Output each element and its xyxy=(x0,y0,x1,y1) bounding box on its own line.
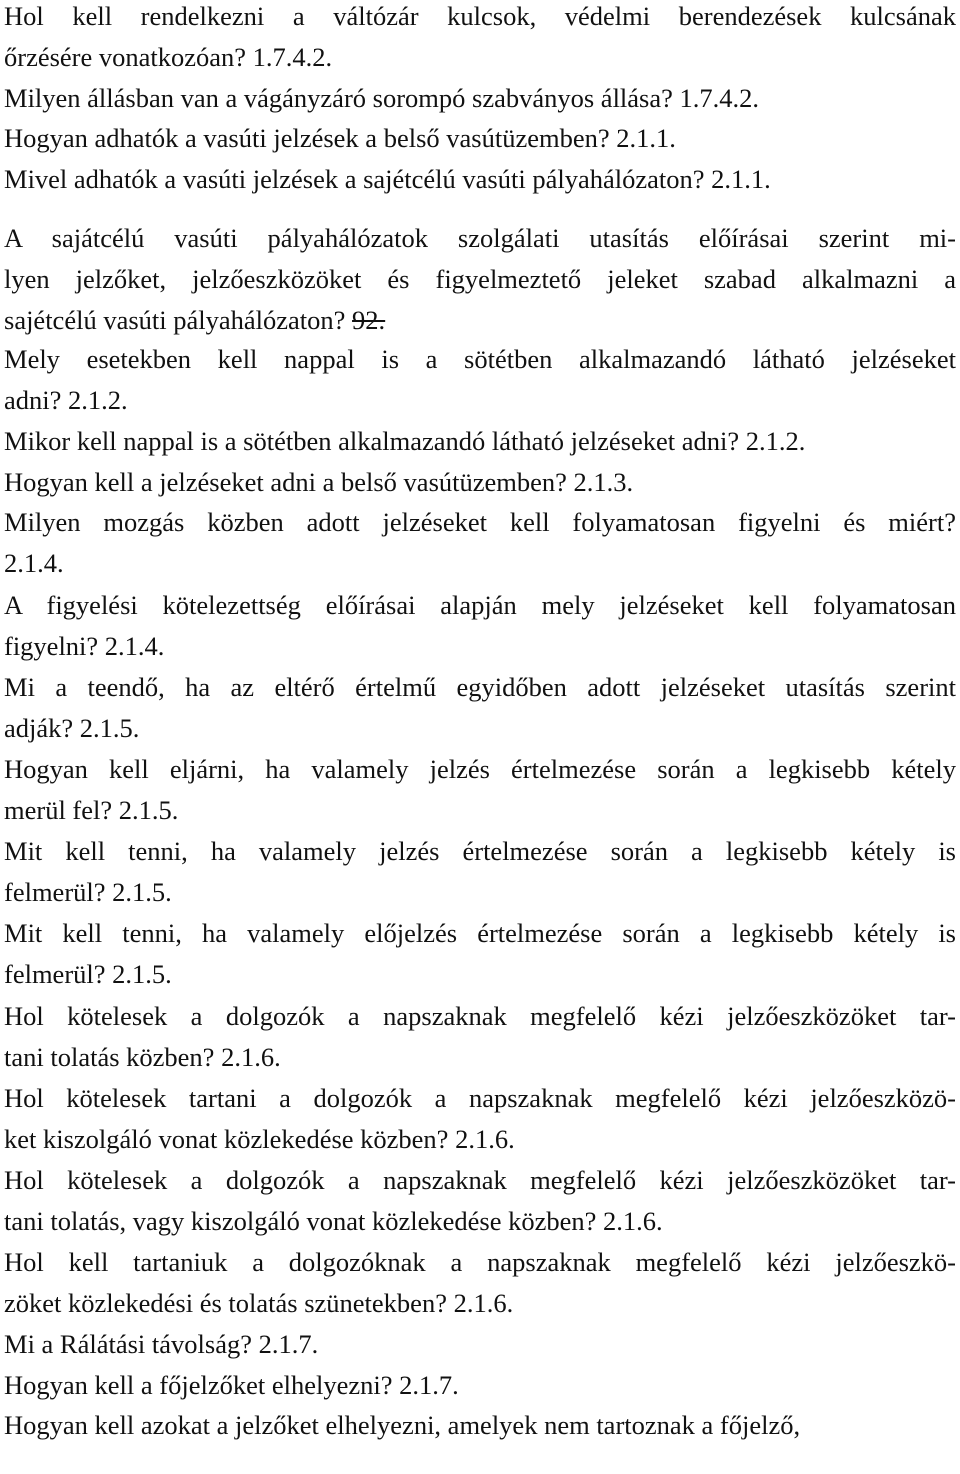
question-line: A sajátcélú vasúti pályahálózatok szolgálati utasítás előírásai szerint mi- xyxy=(4,223,956,253)
question-line: Hol kötelesek a dolgozók a napszaknak megfelelő kézi jelzőeszközöket tar- xyxy=(4,1001,956,1031)
question-item xyxy=(4,78,956,119)
question-line: sajétcélú vasúti pályahálózaton? 92. xyxy=(4,305,386,335)
question-item xyxy=(4,1078,956,1160)
question-line: Milyen állásban van a vágányzáró sorompó szabványos állása? 1.7.4.2. xyxy=(4,83,760,113)
question-line: Hogyan kell azokat a jelzőket elhelyezni, amelyek nem tartoznak a főjelző, xyxy=(4,1410,801,1440)
question-line: A figyelési kötelezettség előírásai alapján mely jelzéseket kell folyamatosan xyxy=(4,590,956,620)
question-line: felmerül? 2.1.5. xyxy=(4,877,172,907)
question-line: Hogyan adhatók a vasúti jelzések a belső vasútüzemben? 2.1.1. xyxy=(4,123,676,153)
question-item xyxy=(4,118,956,159)
question-line: Hol kell rendelkezni a váltózár kulcsok, védelmi berendezések kulcsának xyxy=(4,1,956,31)
question-line: Mely esetekben kell nappal is a sötétben alkalmazandó látható jelzéseket xyxy=(4,344,956,374)
question-item xyxy=(4,996,956,1078)
question-item xyxy=(4,218,956,341)
struck-reference: 92. xyxy=(352,305,386,335)
question-line: figyelni? 2.1.4. xyxy=(4,631,165,661)
question-item xyxy=(4,1242,956,1324)
question-line: őrzésére vonatkozóan? 1.7.4.2. xyxy=(4,42,333,72)
question-line: tani tolatás közben? 2.1.6. xyxy=(4,1042,281,1072)
question-item xyxy=(4,0,956,78)
question-line: adni? 2.1.2. xyxy=(4,385,128,415)
question-item xyxy=(4,585,956,667)
question-line: Mi a Rálátási távolság? 2.1.7. xyxy=(4,1329,319,1359)
question-item xyxy=(4,749,956,831)
question-line: 2.1.4. xyxy=(4,548,64,578)
question-line: Hogyan kell eljárni, ha valamely jelzés értelmezése során a legkisebb kétely xyxy=(4,754,956,784)
question-line: zöket közlekedési és tolatás szünetekben? 2.1.6. xyxy=(4,1288,514,1318)
question-line: Milyen mozgás közben adott jelzéseket kell folyamatosan figyelni és miért? xyxy=(4,507,956,537)
question-item xyxy=(4,831,956,913)
question-line: Mikor kell nappal is a sötétben alkalmazandó látható jelzéseket adni? 2.1.2. xyxy=(4,426,806,456)
question-line: merül fel? 2.1.5. xyxy=(4,795,179,825)
question-line: Mivel adhatók a vasúti jelzések a sajétcélú vasúti pályahálózaton? 2.1.1. xyxy=(4,164,771,194)
question-line: Hol kell tartaniuk a dolgozóknak a napszaknak megfelelő kézi jelzőeszkö- xyxy=(4,1247,956,1277)
question-item xyxy=(4,1405,956,1446)
question-item xyxy=(4,159,956,200)
question-item xyxy=(4,1365,956,1406)
question-line: Mi a teendő, ha az eltérő értelmű egyidőben adott jelzéseket utasítás szerint xyxy=(4,672,956,702)
question-item xyxy=(4,1160,956,1242)
question-line: adják? 2.1.5. xyxy=(4,713,140,743)
question-item xyxy=(4,462,956,503)
question-line: ket kiszolgáló vonat közlekedése közben? 2.1.6. xyxy=(4,1124,515,1154)
question-line: Mit kell tenni, ha valamely jelzés értelmezése során a legkisebb kétely is xyxy=(4,836,956,866)
question-line: Hogyan kell a főjelzőket elhelyezni? 2.1.7. xyxy=(4,1370,459,1400)
question-line: Mit kell tenni, ha valamely előjelzés értelmezése során a legkisebb kétely is xyxy=(4,918,956,948)
question-line: Hogyan kell a jelzéseket adni a belső vasútüzemben? 2.1.3. xyxy=(4,467,634,497)
question-item xyxy=(4,1324,956,1365)
question-line: Hol kötelesek tartani a dolgozók a napszaknak megfelelő kézi jelzőeszközö- xyxy=(4,1083,956,1113)
question-line: lyen jelzőket, jelzőeszközöket és figyelmeztető jeleket szabad alkalmazni a xyxy=(4,264,956,294)
question-item xyxy=(4,421,956,462)
question-item xyxy=(4,913,956,995)
question-line: tani tolatás, vagy kiszolgáló vonat közlekedése közben? 2.1.6. xyxy=(4,1206,663,1236)
question-item xyxy=(4,502,956,584)
question-line: Hol kötelesek a dolgozók a napszaknak megfelelő kézi jelzőeszközöket tar- xyxy=(4,1165,956,1195)
question-item xyxy=(4,667,956,749)
question-item xyxy=(4,339,956,421)
question-line: felmerül? 2.1.5. xyxy=(4,959,172,989)
